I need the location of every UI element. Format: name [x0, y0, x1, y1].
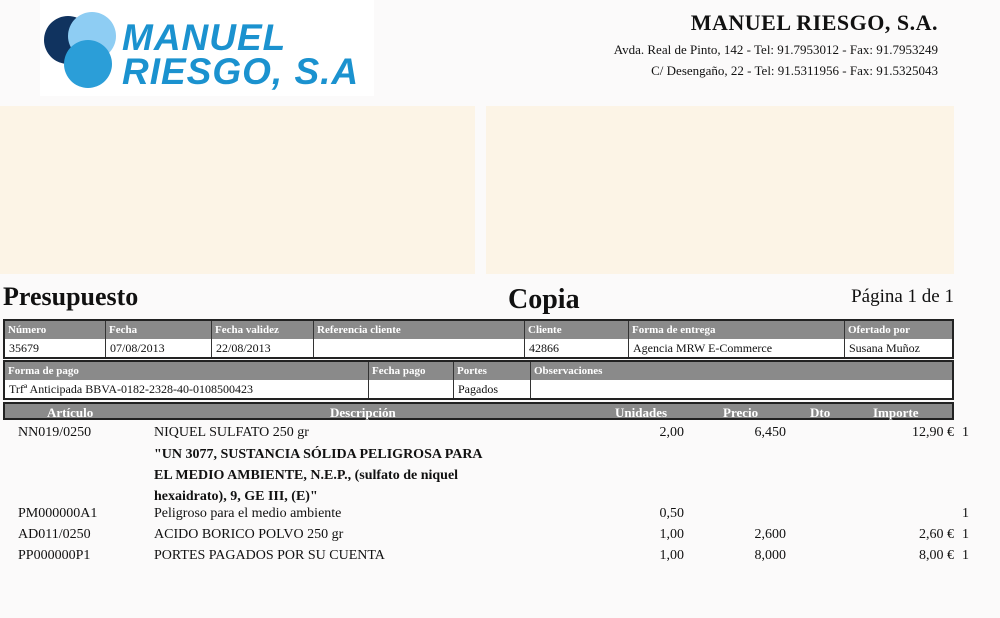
row-flag: 1	[962, 527, 969, 542]
company-address-2: C/ Desengaño, 22 - Tel: 91.5311956 - Fax: 91.5325043	[651, 63, 938, 78]
label-number: Número	[5, 321, 105, 339]
row-units: 1,00	[659, 527, 684, 542]
row-price: 2,600	[754, 527, 786, 542]
value-payment-date	[369, 380, 453, 398]
label-observations: Observaciones	[531, 362, 952, 380]
row-amount: 8,00 €	[919, 548, 954, 563]
hazard-note-line1: "UN 3077, SUSTANCIA SÓLIDA PELIGROSA PARA	[154, 447, 483, 462]
label-shipping: Portes	[454, 362, 530, 380]
row-amount: 2,60 €	[919, 527, 954, 542]
value-number: 35679	[5, 339, 105, 357]
value-observations	[531, 380, 952, 398]
row-article: PM000000A1	[18, 506, 98, 521]
row-price: 8,000	[754, 548, 786, 563]
row-units: 2,00	[659, 425, 684, 440]
label-client-ref: Referencia cliente	[314, 321, 524, 339]
row-description: NIQUEL SULFATO 250 gr	[154, 425, 309, 440]
logo-text-line2: RIESGO, S.A	[122, 51, 360, 92]
header-grid-2	[3, 360, 954, 400]
label-offered-by: Ofertado por	[845, 321, 952, 339]
row-price: 6,450	[754, 425, 786, 440]
document-title: Presupuesto	[3, 282, 139, 311]
row-article: AD011/0250	[18, 527, 91, 542]
hazard-note-line2: EL MEDIO AMBIENTE, N.E.P., (sulfato de niquel	[154, 468, 459, 483]
value-delivery: Agencia MRW E-Commerce	[629, 339, 844, 357]
value-payment-method: Trfª Anticipada BBVA-0182-2328-40-0108500423	[5, 380, 368, 398]
company-address-1: Avda. Real de Pinto, 142 - Tel: 91.7953012 - Fax: 91.7953249	[613, 42, 938, 57]
hazard-note	[154, 444, 554, 507]
col-article: Artículo	[47, 405, 94, 420]
row-amount: 12,90 €	[912, 425, 954, 440]
company-header	[614, 10, 938, 79]
row-flag: 1	[962, 506, 969, 521]
col-discount: Dto	[810, 405, 831, 420]
row-units: 1,00	[659, 548, 684, 563]
row-flag: 1	[962, 548, 969, 563]
label-payment-date: Fecha pago	[369, 362, 453, 380]
header-grid-1	[3, 319, 954, 359]
logo-text-line1: MANUEL	[122, 17, 287, 58]
row-description: Peligroso para el medio ambiente	[154, 506, 342, 521]
row-flag: 1	[962, 425, 969, 440]
label-payment-method: Forma de pago	[5, 362, 368, 380]
lines-table-header	[3, 402, 954, 420]
value-shipping: Pagados	[454, 380, 530, 398]
hazard-note-line3: hexaidrato), 9, GE III, (E)"	[154, 489, 318, 504]
value-client: 42866	[525, 339, 628, 357]
sender-address-box	[0, 106, 475, 274]
copy-label: Copia	[508, 284, 580, 315]
company-logo	[40, 0, 374, 96]
row-description: ACIDO BORICO POLVO 250 gr	[154, 527, 344, 542]
company-name: MANUEL RIESGO, S.A.	[690, 10, 938, 35]
label-delivery: Forma de entrega	[629, 321, 844, 339]
row-article: NN019/0250	[18, 425, 92, 440]
row-description: PORTES PAGADOS POR SU CUENTA	[154, 548, 385, 563]
value-client-ref	[314, 339, 524, 357]
page-number: Página 1 de 1	[851, 286, 954, 307]
col-description: Descripción	[330, 405, 396, 420]
label-valid-date: Fecha validez	[212, 321, 313, 339]
col-units: Unidades	[615, 405, 668, 420]
logo-circles-icon	[40, 0, 122, 96]
value-valid-date: 22/08/2013	[212, 339, 313, 357]
label-client: Cliente	[525, 321, 628, 339]
row-units: 0,50	[659, 506, 684, 521]
col-amount: Importe	[873, 405, 919, 420]
customer-address-box	[486, 106, 954, 274]
label-date: Fecha	[106, 321, 211, 339]
row-article: PP000000P1	[18, 548, 91, 563]
value-date: 07/08/2013	[106, 339, 211, 357]
col-price: Precio	[723, 405, 759, 420]
value-offered-by: Susana Muñoz	[845, 339, 952, 357]
